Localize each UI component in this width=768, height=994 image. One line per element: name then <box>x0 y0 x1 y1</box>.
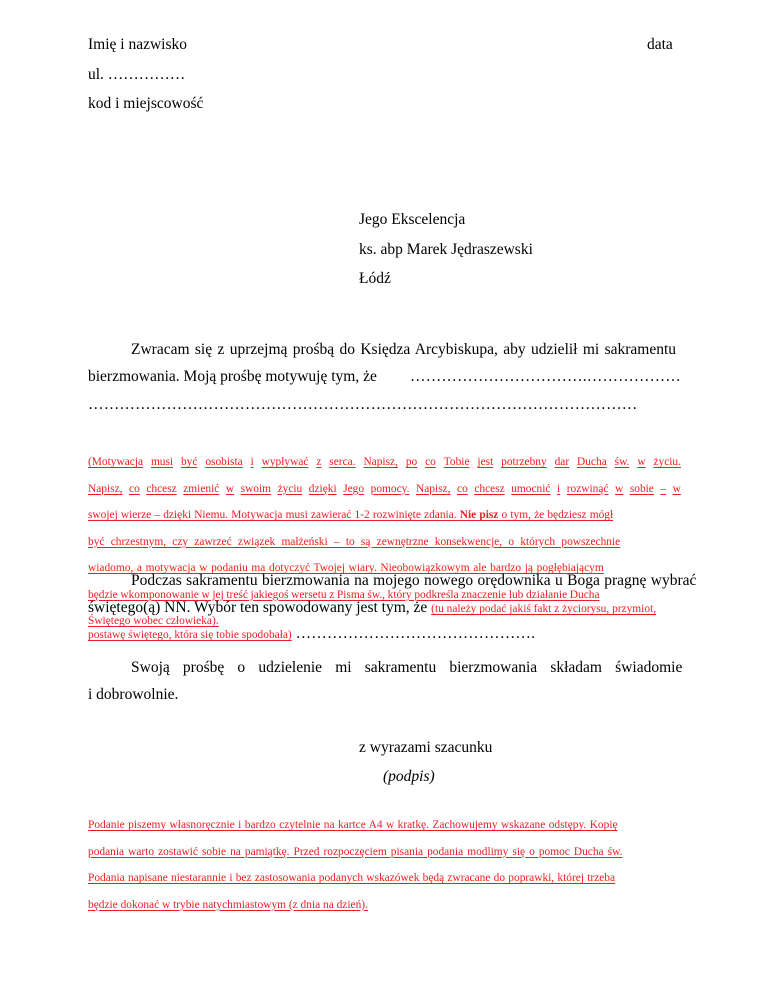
paragraph-request <box>88 341 681 414</box>
instruction-text: o tym, że będziesz mógł <box>501 509 614 521</box>
consent-line-1: Swoją prośbę o udzielenie mi sakramentu bierzmowania składam świadomie <box>131 659 683 676</box>
instruction-line: wiadomo, a motywacja w podaniu ma dotyczyć Twojej wiary. Nieobowiązkowym ale bardzo ją pogłębiającym <box>88 562 604 574</box>
motivation-dots-2: …………………………………………………………………………………………… <box>88 396 638 413</box>
footer-instructions <box>88 812 681 918</box>
instruction-line: będzie wkomponowanie w jej treść jakiegoś wersetu z Pisma św., który podkreśla znaczenie lub działanie Ducha <box>88 588 600 601</box>
instruction-text: swojej wierze – dzięki Niemu. Motywacja musi zawierać 1-2 rozwinięte zdania. <box>88 509 457 521</box>
instruction-line <box>88 502 681 529</box>
request-line-2-text: bierzmowania. Moją prośbę motywuję tym, że <box>88 368 377 385</box>
footer-line: Podanie piszemy własnoręcznie i bardzo czytelnie na kartce A4 w kratkę. Zachowujemy wskazane odstępy. Kopię <box>88 819 618 831</box>
request-line-1: Zwracam się z uprzejmą prośbą do Księdza Arcybiskupa, aby udzielił mi sakramentu <box>131 341 677 358</box>
instruction-line: być chrzestnym, czy zawrzeć związek małżeński – to są zewnętrzne konsekwencje, o których powszechnie <box>88 535 621 548</box>
recipient-name: ks. abp Marek Jędraszewski <box>359 241 533 258</box>
instruction-emphasis: Nie pisz <box>459 509 499 521</box>
motivation-dots-1: …………………………….……………… <box>410 368 681 385</box>
patron-line-2-text: świętego(ą) NN. Wybór ten spowodowany jest tym, że <box>88 599 428 616</box>
signature-placeholder <box>383 768 435 786</box>
patron-line-3 <box>88 625 681 643</box>
footer-line: będzie dokonać w trybie natychmiastowym (z dnia na dzień). <box>88 898 368 911</box>
recipient-city: Łódź <box>359 270 391 287</box>
patron-instruction: postawę świętego, która się tobie spodobała) <box>88 629 292 641</box>
patron-dots: ………………………………………. <box>295 625 536 642</box>
footer-line: Podania napisane niestarannie i bez zastosowania podanych wskazówek będą zwracane do poprawki, której trzeba <box>88 872 616 884</box>
instruction-line: Świętego wobec człowieka). <box>88 615 219 627</box>
instruction-line: (Motywacja musi być osobista i wypływać z serca. Napisz, po co Tobie jest potrzebny dar Ducha św. w życiu. <box>88 456 681 468</box>
request-line-2 <box>88 368 681 386</box>
date-label: data <box>647 36 673 53</box>
patron-line-2 <box>88 599 681 617</box>
instruction-line: Napisz, co chcesz zmienić w swoim życiu dzięki Jego pomocy. Napisz, co chcesz umocnić i rozwinąć w sobie – w <box>88 482 681 495</box>
city-label: kod i miejscowość <box>88 95 204 112</box>
patron-line-1: Podczas sakramentu bierzmowania na mojego nowego orędownika u Boga pragnę wybrać <box>131 572 697 589</box>
consent-line-2: i dobrowolnie. <box>88 686 179 703</box>
signature-text: (podpis) <box>383 768 435 785</box>
paragraph-consent <box>88 659 681 704</box>
closing-regards: z wyrazami szacunku <box>359 739 493 756</box>
street-label: ul. …………… <box>88 66 186 83</box>
footer-line: podania warto zostawić sobie na pamiątkę. Przed rozpoczęciem pisania podania modlimy się o pomoc Ducha św. <box>88 845 623 858</box>
recipient-title: Jego Ekscelencja <box>359 211 466 228</box>
patron-instruction: (tu należy podać jakiś fakt z życiorysu, przymiot, <box>431 603 657 615</box>
paragraph-patron <box>88 572 697 643</box>
sender-name-label: Imię i nazwisko <box>88 36 188 53</box>
